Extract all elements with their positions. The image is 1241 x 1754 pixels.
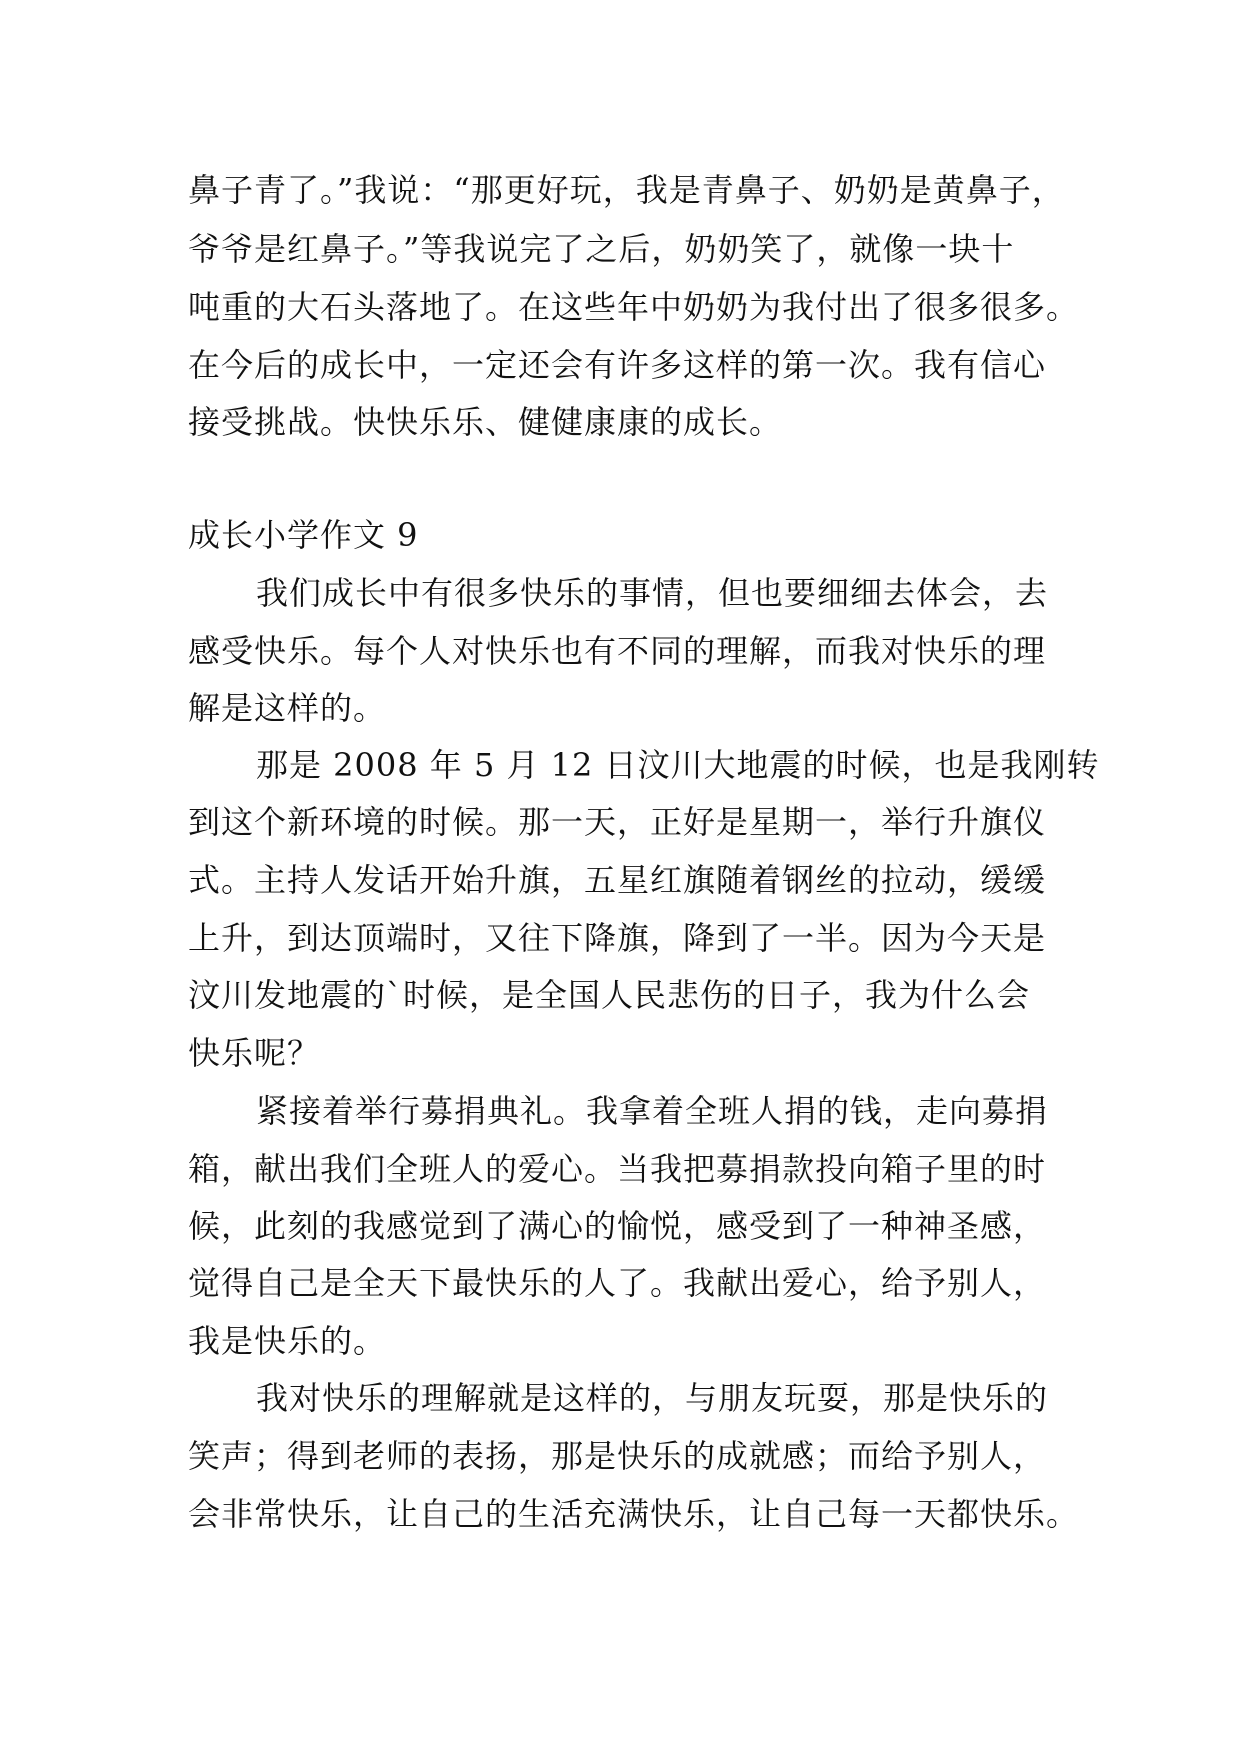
p3-line-3: 候，此刻的我感觉到了满心的愉悦，感受到了一种神圣感， xyxy=(188,1207,1047,1245)
p2-line-6: 快乐呢？ xyxy=(188,1034,321,1072)
p3-line-5: 我是快乐的。 xyxy=(188,1322,387,1360)
p3-line-1: 紧接着举行募捐典礼。我拿着全班人捐的钱，走向募捐 xyxy=(256,1092,1049,1130)
p2-line-5: 汶川发地震的`时候，是全国人民悲伤的日子，我为什么会 xyxy=(188,976,1031,1014)
p1-line-1: 我们成长中有很多快乐的事情，但也要细细去体会，去 xyxy=(256,574,1049,612)
intro-line-1: 鼻子青了。”我说：“那更好玩，我是青鼻子、奶奶是黄鼻子， xyxy=(188,171,1065,209)
p3-line-4: 觉得自己是全天下最快乐的人了。我献出爱心，给予别人， xyxy=(188,1264,1047,1302)
p2-line-2: 到这个新环境的时候。那一天，正好是星期一，举行升旗仪 xyxy=(188,803,1047,841)
essay-title: 成长小学作文 9 xyxy=(188,516,419,554)
intro-line-5: 接受挑战。快快乐乐、健健康康的成长。 xyxy=(188,403,783,441)
intro-line-4: 在今后的成长中，一定还会有许多这样的第一次。我有信心 xyxy=(188,346,1047,384)
intro-line-3: 吨重的大石头落地了。在这些年中奶奶为我付出了很多很多。 xyxy=(188,288,1080,326)
p2-line-4: 上升，到达顶端时，又往下降旗，降到了一半。因为今天是 xyxy=(188,919,1047,957)
p4-line-3: 会非常快乐，让自己的生活充满快乐，让自己每一天都快乐。 xyxy=(188,1495,1080,1533)
p1-line-3: 解是这样的。 xyxy=(188,689,387,727)
p2-line-3: 式。主持人发话开始升旗，五星红旗随着钢丝的拉动，缓缓 xyxy=(188,861,1047,899)
intro-line-2: 爷爷是红鼻子。”等我说完了之后，奶奶笑了，就像一块十 xyxy=(188,230,1015,268)
p3-line-2: 箱，献出我们全班人的爱心。当我把募捐款投向箱子里的时 xyxy=(188,1150,1047,1188)
p1-line-2: 感受快乐。每个人对快乐也有不同的理解，而我对快乐的理 xyxy=(188,632,1047,670)
p4-line-2: 笑声；得到老师的表扬，那是快乐的成就感；而给予别人， xyxy=(188,1437,1047,1475)
p4-line-1: 我对快乐的理解就是这样的，与朋友玩耍，那是快乐的 xyxy=(256,1379,1049,1417)
p2-line-1: 那是 2008 年 5 月 12 日汶川大地震的时候，也是我刚转 xyxy=(256,746,1100,784)
